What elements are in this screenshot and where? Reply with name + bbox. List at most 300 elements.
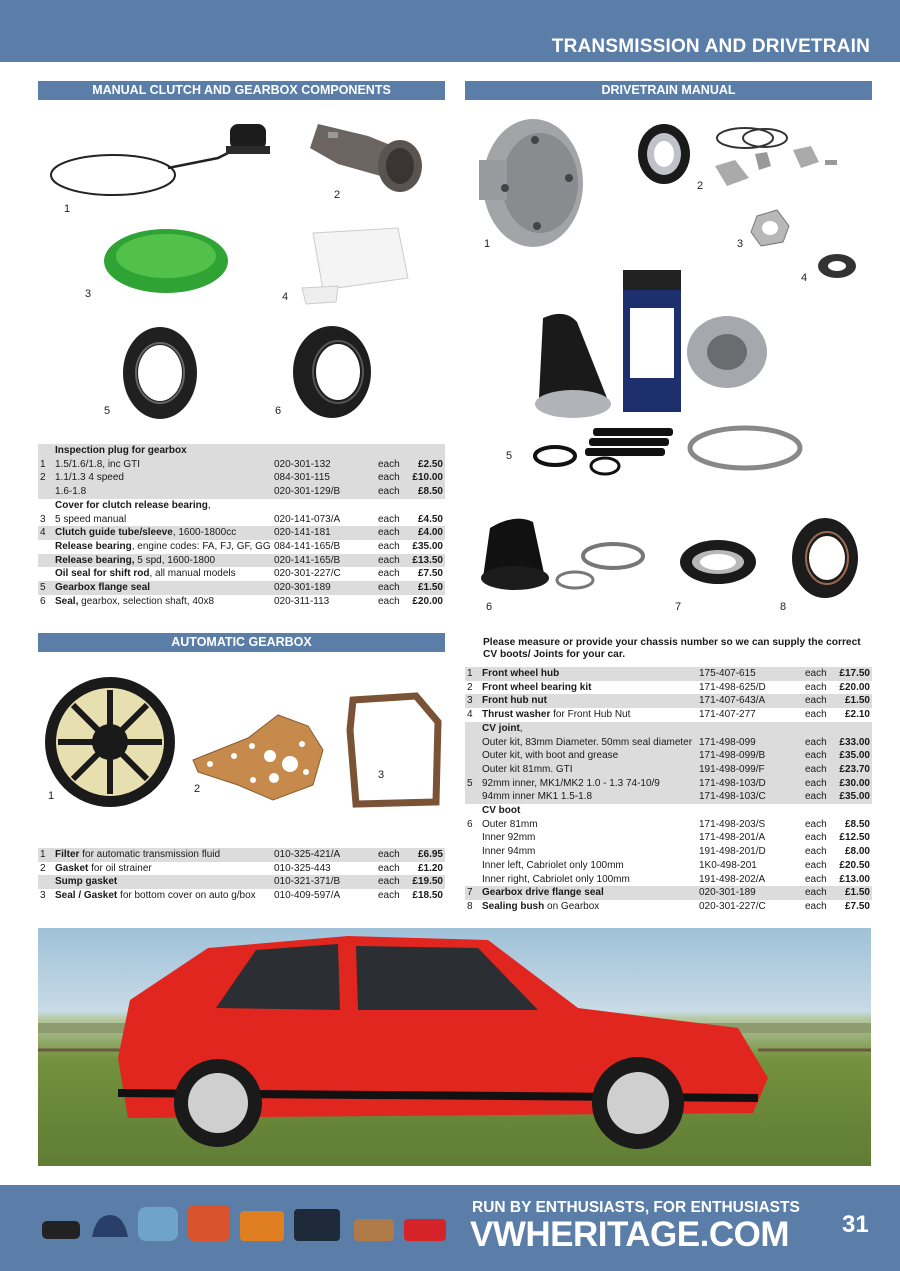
item-description (55, 540, 274, 554)
item-detail: 1.5/1.6/1.8, inc GTI (55, 458, 141, 470)
price: £8.00 (844, 846, 870, 858)
unit: each (378, 458, 410, 472)
part-number: 171-407-643/A (699, 694, 805, 708)
image-label: 5 (104, 405, 111, 417)
item-description (482, 763, 699, 777)
table-row (465, 736, 872, 750)
item-name: Sealing bush (482, 900, 545, 912)
thrust-washer-image (818, 254, 856, 278)
item-description (55, 554, 274, 568)
item-detail: on Gearbox (544, 900, 600, 912)
item-description (482, 831, 699, 845)
item-name: Gearbox drive flange seal (482, 887, 604, 899)
item-number (465, 749, 482, 763)
image-label: 2 (194, 783, 201, 795)
unit: each (378, 554, 410, 568)
transmission-filter-image (45, 677, 175, 807)
item-number (38, 875, 55, 889)
part-number: 084-141-165/B (274, 540, 341, 552)
unit: each (378, 848, 410, 862)
table-row (465, 873, 872, 887)
item-number (465, 722, 482, 736)
table-row (465, 859, 872, 873)
item-description (482, 736, 699, 750)
price (410, 499, 445, 513)
table-row (38, 444, 445, 458)
gearbox-flange-seal-image (293, 326, 371, 418)
part-number: 010-325-421/A (274, 848, 378, 862)
unit: each (805, 818, 827, 830)
price: £4.00 (410, 526, 445, 540)
chassis-number-note: Please measure or provide your chassis number so we can supply the correct CV boots/ Joints for your car. (483, 637, 861, 660)
table-row (465, 886, 872, 900)
price: £19.50 (410, 875, 445, 889)
price: £18.50 (412, 890, 443, 902)
item-detail: 94mm inner MK1 1.5-1.8 (482, 791, 593, 803)
item-detail: for bottom cover on auto g/box (117, 890, 256, 902)
inspection-plug-image (51, 124, 270, 195)
oil-strainer-gasket-image (193, 715, 323, 800)
table-row (38, 458, 445, 472)
part-number: 191-498-202/A (699, 873, 766, 885)
price: £20.50 (839, 859, 870, 871)
image-label: 2 (697, 180, 704, 192)
item-description (482, 845, 699, 859)
table-row (38, 513, 445, 527)
part-number: 010-409-597/A (274, 890, 341, 902)
unit: each (378, 540, 400, 552)
image-label: 2 (334, 189, 341, 201)
page-header-bar (0, 0, 900, 62)
item-description (55, 567, 274, 581)
price: £1.50 (410, 581, 445, 595)
item-description (55, 848, 274, 862)
table-row (38, 540, 445, 554)
image-label: 1 (48, 790, 55, 802)
automatic-gearbox-table (38, 848, 445, 903)
image-label: 1 (64, 203, 71, 215)
item-number (38, 554, 55, 568)
image-label: 6 (275, 405, 282, 417)
item-number: 2 (38, 471, 55, 485)
item-detail: for Front Hub Nut (550, 709, 631, 721)
item-number (38, 540, 55, 554)
unit: each (805, 749, 837, 763)
item-name: Front wheel hub (482, 668, 560, 679)
golf-car-photo (38, 928, 871, 1166)
table-row (38, 471, 445, 485)
price: £8.50 (410, 485, 445, 499)
item-detail: , (519, 722, 523, 734)
unit: each (805, 900, 827, 912)
item-detail: , all manual models (149, 568, 236, 580)
item-number (465, 873, 482, 887)
price: £6.95 (410, 848, 445, 862)
table-row (465, 694, 872, 708)
red-golf-image (38, 928, 871, 1166)
unit (805, 804, 837, 818)
item-description (55, 444, 274, 458)
item-number (465, 831, 482, 845)
price: £1.50 (837, 886, 872, 900)
item-description (55, 485, 274, 499)
item-name: Seal / Gasket (55, 890, 118, 902)
unit: each (805, 886, 837, 900)
item-number (465, 804, 482, 818)
item-detail: Outer 81mm (482, 818, 538, 830)
item-number: 8 (467, 900, 473, 912)
item-description (55, 581, 274, 595)
item-number: 7 (465, 886, 482, 900)
item-detail: Inner 92mm (482, 832, 536, 844)
item-detail: 92mm inner, MK1/MK2 1.0 - 1.3 74-10/9 (482, 777, 660, 789)
image-label: 3 (737, 238, 744, 250)
table-row (38, 485, 445, 499)
unit: each (805, 681, 827, 693)
item-name: Gearbox flange seal (55, 582, 151, 594)
unit: each (378, 862, 400, 874)
table-row (465, 667, 872, 681)
price: £20.00 (839, 681, 870, 693)
part-number: 1K0-498-201 (699, 859, 757, 871)
item-detail: Inner 94mm (482, 846, 536, 858)
part-number: 171-498-099/B (699, 749, 805, 763)
footer-site-name: VWHERITAGE.COM (470, 1215, 790, 1254)
item-number (465, 763, 482, 777)
item-number: 4 (467, 709, 473, 721)
item-number: 1 (465, 667, 482, 681)
part-number: 020-311-113 (274, 595, 330, 607)
release-bearing-sleeve-image (302, 228, 408, 304)
price: £10.00 (410, 471, 445, 485)
clutch-parts-table (38, 444, 445, 608)
item-description (482, 749, 699, 763)
drive-flange-seal-image (680, 540, 756, 584)
part-number: 020-301-227/C (274, 568, 341, 580)
item-name: Inspection plug for gearbox (55, 445, 187, 456)
item-description (55, 499, 274, 513)
item-detail: Outer kit, with boot and grease (482, 750, 619, 762)
item-description (482, 859, 699, 873)
price: £4.50 (417, 513, 443, 525)
part-number: 020-141-165/B (274, 554, 378, 568)
page-title: TRANSMISSION AND DRIVETRAIN (551, 36, 870, 57)
item-name: Thrust washer (482, 709, 551, 721)
unit: each (378, 513, 400, 525)
table-row (38, 889, 445, 903)
item-detail: for oil strainer (88, 862, 152, 874)
price: £13.50 (410, 554, 445, 568)
table-row (38, 499, 445, 513)
image-label: 8 (780, 601, 787, 613)
item-description (55, 526, 274, 540)
shift-rod-oil-seal-image (123, 327, 197, 419)
hub-nut-image (751, 210, 789, 246)
unit: each (378, 526, 410, 540)
footer-tagline: RUN BY ENTHUSIASTS, FOR ENTHUSIASTS (472, 1199, 800, 1216)
part-number: 171-498-103/D (699, 777, 805, 791)
image-label: 4 (282, 291, 289, 303)
table-row (38, 567, 445, 581)
table-row (38, 595, 445, 609)
price: £33.00 (837, 736, 872, 750)
item-number: 3 (465, 694, 482, 708)
item-detail: Outer kit 81mm. GTI (482, 763, 573, 775)
part-number: 010-321-371/B (274, 875, 378, 889)
part-number: 171-498-203/S (699, 818, 766, 830)
table-row (38, 862, 445, 876)
item-description (482, 790, 699, 804)
price: £23.70 (837, 763, 872, 777)
item-description (55, 471, 274, 485)
price: £1.20 (417, 862, 443, 874)
front-wheel-hub-image (479, 119, 583, 247)
item-description (55, 862, 274, 876)
table-row (465, 831, 872, 845)
unit: each (805, 709, 827, 721)
item-detail: 1.6-1.8 (55, 486, 87, 498)
item-number: 6 (467, 818, 473, 830)
price: £7.50 (417, 568, 443, 580)
clutch-parts-illustration (38, 108, 445, 438)
item-description (482, 900, 699, 914)
price: £2.10 (844, 709, 870, 721)
item-detail: Inner left, Cabriolet only 100mm (482, 859, 624, 871)
part-number: 010-325-443 (274, 862, 331, 874)
part-number: 020-141-073/A (274, 513, 341, 525)
cover-release-bearing-image (310, 124, 422, 192)
item-detail: , (207, 499, 211, 511)
part-number: 020-141-181 (274, 526, 378, 540)
item-description (482, 681, 699, 695)
price: £30.00 (837, 777, 872, 791)
item-name: Front hub nut (482, 695, 547, 707)
unit: each (378, 581, 410, 595)
item-description (482, 722, 699, 736)
sealing-bush-image (792, 518, 858, 598)
item-number (38, 485, 55, 499)
table-row (465, 900, 872, 914)
unit: each (805, 832, 827, 844)
item-name: CV joint (482, 722, 520, 734)
item-number: 1 (38, 458, 55, 472)
unit: each (805, 873, 827, 885)
guide-tube-green-image (104, 229, 228, 293)
item-detail: 5 speed manual (55, 513, 127, 525)
table-row (38, 581, 445, 595)
image-label: 5 (506, 450, 513, 462)
unit: each (805, 694, 837, 708)
item-number (465, 790, 482, 804)
item-description (482, 777, 699, 791)
part-number: 020-301-189 (699, 886, 805, 900)
unit: each (805, 763, 837, 777)
unit: each (378, 595, 400, 607)
table-row (38, 554, 445, 568)
part-number (699, 722, 805, 736)
item-number (38, 567, 55, 581)
item-name: Oil seal for shift rod (55, 568, 150, 580)
item-description (482, 818, 699, 832)
item-number: 1 (38, 848, 55, 862)
unit: each (378, 485, 410, 499)
item-number: 5 (465, 777, 482, 791)
section-header-automatic-gearbox: AUTOMATIC GEARBOX (38, 633, 445, 652)
part-number: 084-301-115 (274, 471, 378, 485)
table-row (465, 790, 872, 804)
part-number (274, 444, 378, 458)
part-number: 175-407-615 (699, 667, 805, 681)
item-description (55, 595, 274, 609)
table-row (465, 749, 872, 763)
part-number (699, 804, 805, 818)
item-number: 2 (40, 862, 46, 874)
image-label: 4 (801, 272, 808, 284)
table-row (38, 875, 445, 889)
price (837, 804, 872, 818)
item-description (482, 873, 699, 887)
part-number (274, 499, 378, 513)
unit: each (805, 777, 837, 791)
item-detail: , engine codes: FA, FJ, GF, GG (131, 540, 271, 552)
part-number: 171-498-201/A (699, 832, 766, 844)
item-number: 2 (467, 681, 473, 693)
part-number: 020-301-129/B (274, 485, 378, 499)
item-detail: 1.1/1.3 4 speed (55, 472, 124, 484)
item-description (55, 458, 274, 472)
price: £17.50 (837, 667, 872, 681)
price: £1.50 (837, 694, 872, 708)
section-header-manual-clutch: MANUAL CLUTCH AND GEARBOX COMPONENTS (38, 81, 445, 100)
wheel-bearing-kit-image (638, 124, 837, 186)
image-label: 6 (486, 601, 493, 613)
unit: each (805, 846, 827, 858)
unit (378, 444, 410, 458)
automatic-gearbox-illustration (38, 660, 445, 840)
item-number (465, 736, 482, 750)
part-number: 191-498-201/D (699, 846, 766, 858)
item-detail: for automatic transmission fluid (79, 849, 221, 860)
table-row (38, 526, 445, 540)
item-number (465, 859, 482, 873)
item-detail: 5 spd, 1600-1800 (134, 554, 216, 566)
price: £35.00 (837, 749, 872, 763)
table-row (465, 818, 872, 832)
item-number: 3 (40, 513, 46, 525)
item-description (482, 804, 699, 818)
unit (805, 722, 837, 736)
unit: each (805, 859, 827, 871)
item-number: 3 (40, 890, 46, 902)
table-row (465, 777, 872, 791)
item-detail: Outer kit, 83mm Diameter. 50mm seal diameter (482, 736, 693, 748)
sump-gasket-image (350, 696, 438, 804)
drivetrain-parts-illustration (465, 108, 872, 618)
item-number (465, 845, 482, 859)
item-description (55, 513, 274, 527)
page-footer (0, 1185, 900, 1271)
price (410, 444, 445, 458)
price: £20.00 (412, 595, 443, 607)
vw-vehicles-lineup-image (38, 1197, 450, 1249)
item-name: CV boot (482, 805, 521, 817)
item-number (38, 499, 55, 513)
item-number (38, 444, 55, 458)
item-name: Cover for clutch release bearing (55, 499, 208, 511)
unit: each (378, 568, 400, 580)
table-row (465, 708, 872, 722)
part-number: 020-301-189 (274, 581, 378, 595)
item-description (482, 886, 699, 900)
table-row (38, 848, 445, 862)
part-number: 171-498-103/C (699, 790, 805, 804)
price: £2.50 (410, 458, 445, 472)
part-number: 171-498-099 (699, 736, 805, 750)
item-name: Gasket (55, 862, 89, 874)
part-number: 191-498-099/F (699, 763, 805, 777)
price: £35.00 (837, 790, 872, 804)
drivetrain-parts-table (465, 667, 872, 914)
item-name: Sump gasket (55, 876, 118, 888)
item-detail: , 1600-1800cc (172, 527, 237, 539)
cv-joint-kit-image (535, 270, 800, 474)
part-number: 171-407-277 (699, 709, 756, 721)
image-label: 1 (484, 238, 491, 250)
item-description (55, 875, 274, 889)
image-label: 3 (378, 769, 385, 781)
price: £12.50 (839, 832, 870, 844)
table-row (465, 763, 872, 777)
table-row (465, 681, 872, 695)
item-description (55, 889, 274, 903)
image-label: 7 (675, 601, 682, 613)
item-name: Release bearing (55, 540, 132, 552)
item-number: 5 (38, 581, 55, 595)
item-name: Filter (55, 849, 80, 860)
price: £7.50 (844, 900, 870, 912)
unit: each (805, 790, 837, 804)
price: £35.00 (412, 540, 443, 552)
table-row (465, 722, 872, 736)
section-header-drivetrain-manual: DRIVETRAIN MANUAL (465, 81, 872, 100)
item-description (482, 694, 699, 708)
part-number: 020-301-227/C (699, 900, 766, 912)
item-name: Seal, (55, 595, 79, 607)
price: £13.00 (839, 873, 870, 885)
unit: each (378, 890, 400, 902)
unit: each (378, 471, 410, 485)
unit (378, 499, 410, 513)
price (837, 722, 872, 736)
part-number: 171-498-625/D (699, 681, 766, 693)
unit: each (805, 736, 837, 750)
table-row (465, 804, 872, 818)
item-description (482, 708, 699, 722)
cv-boot-image (481, 519, 643, 590)
part-number: 020-301-132 (274, 458, 378, 472)
item-name: Front wheel bearing kit (482, 681, 592, 693)
item-detail: Inner right, Cabriolet only 100mm (482, 873, 630, 885)
item-detail: gearbox, selection shaft, 40x8 (78, 595, 214, 607)
table-row (465, 845, 872, 859)
item-name: Clutch guide tube/sleeve (55, 527, 173, 539)
item-number: 4 (38, 526, 55, 540)
image-label: 3 (85, 288, 92, 300)
item-name: Release bearing, (55, 554, 135, 566)
item-number: 6 (40, 595, 46, 607)
page-number: 31 (842, 1211, 869, 1238)
item-description (482, 667, 699, 681)
